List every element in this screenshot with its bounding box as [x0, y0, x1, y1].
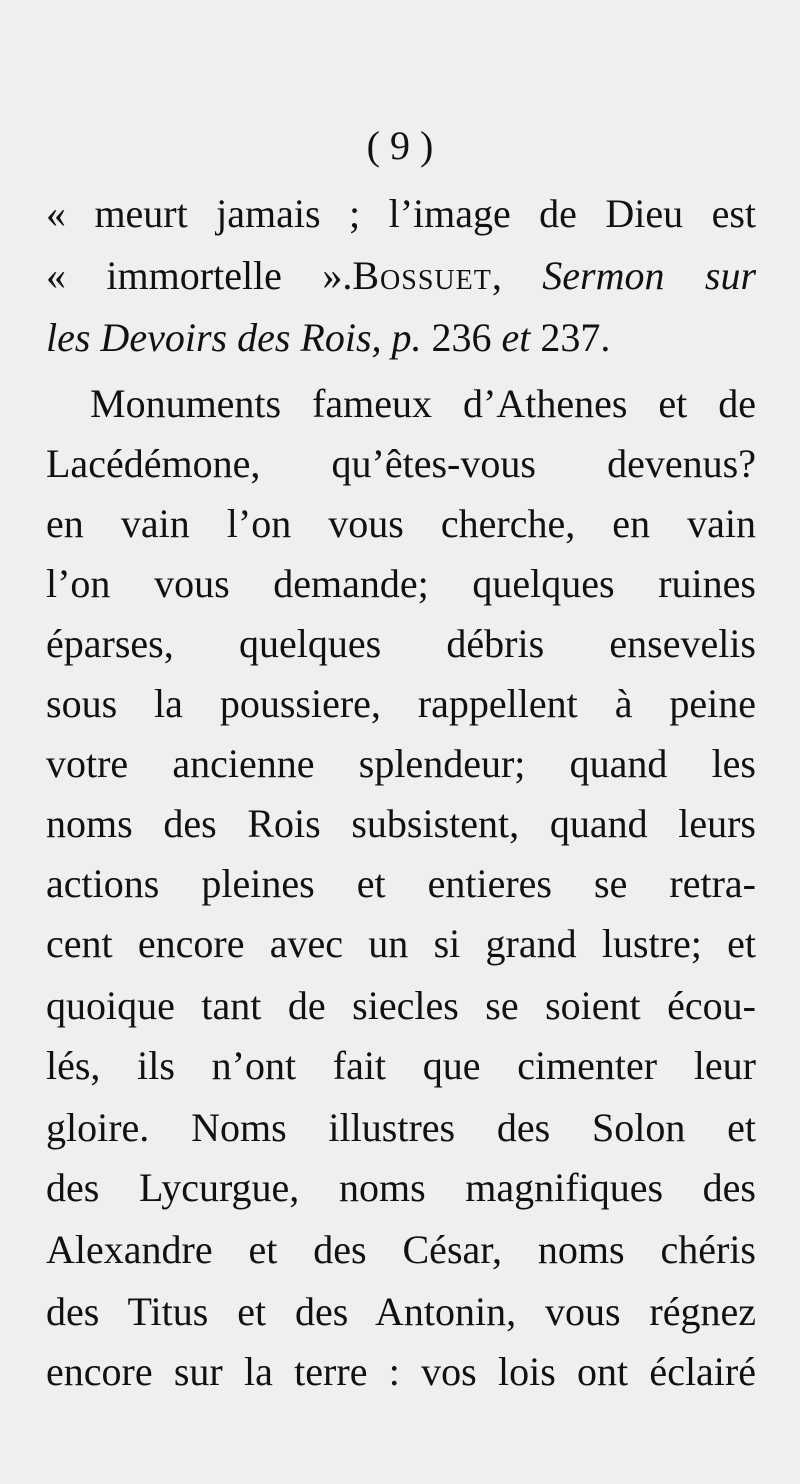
text-line: en vain l’on vous cherche, en vain	[46, 501, 756, 546]
text-line: éparses, quelques débris ensevelis	[46, 621, 756, 666]
quote-line-2	[46, 246, 756, 306]
text-line: Lacédémone, qu’êtes-vous devenus?	[46, 441, 756, 486]
text-line: votre ancienne splendeur; quand les	[46, 741, 756, 786]
text-line: sous la poussiere, rappellent à peine	[46, 681, 756, 726]
author-name: Bossuet	[352, 253, 492, 298]
text-line: encore sur la terre : vos lois ont éclairé	[46, 1349, 756, 1394]
page-ref-conj: et	[501, 315, 531, 360]
page-number: ( 9 )	[366, 123, 434, 168]
text-line: lés, ils n’ont fait que cimenter leur	[46, 1043, 756, 1088]
text-line: des Titus et des Antonin, vous régnez	[46, 1289, 756, 1334]
text-line: Alexandre et des César, noms chéris	[46, 1227, 756, 1272]
text-line: cent encore avec un si grand lustre; et	[46, 921, 756, 966]
text-line: quoique tant de siecles se soient écou-	[46, 983, 756, 1028]
text-line: l’on vous demande; quelques ruines	[46, 561, 756, 606]
quote-line-1: « meurt jamais ; l’image de Dieu est	[46, 191, 756, 236]
quote-line-3	[46, 308, 756, 368]
page-ref-2: 237.	[530, 315, 611, 360]
quote-end: « immortelle ».	[46, 253, 353, 298]
separator: ,	[491, 253, 543, 298]
text-line: des Lycurgue, noms magnifiques des	[46, 1165, 756, 1210]
page-ref-1: 236	[421, 315, 502, 360]
work-title-part-2: les Devoirs des Rois, p.	[46, 315, 422, 360]
text-line: actions pleines et entieres se retra-	[46, 861, 756, 906]
work-title-part-1: Sermon sur	[542, 253, 756, 298]
text-line: Monuments fameux d’Athenes et de	[90, 381, 756, 426]
text-line: noms des Rois subsistent, quand leurs	[46, 801, 756, 846]
text-line: gloire. Noms illustres des Solon et	[46, 1105, 756, 1150]
